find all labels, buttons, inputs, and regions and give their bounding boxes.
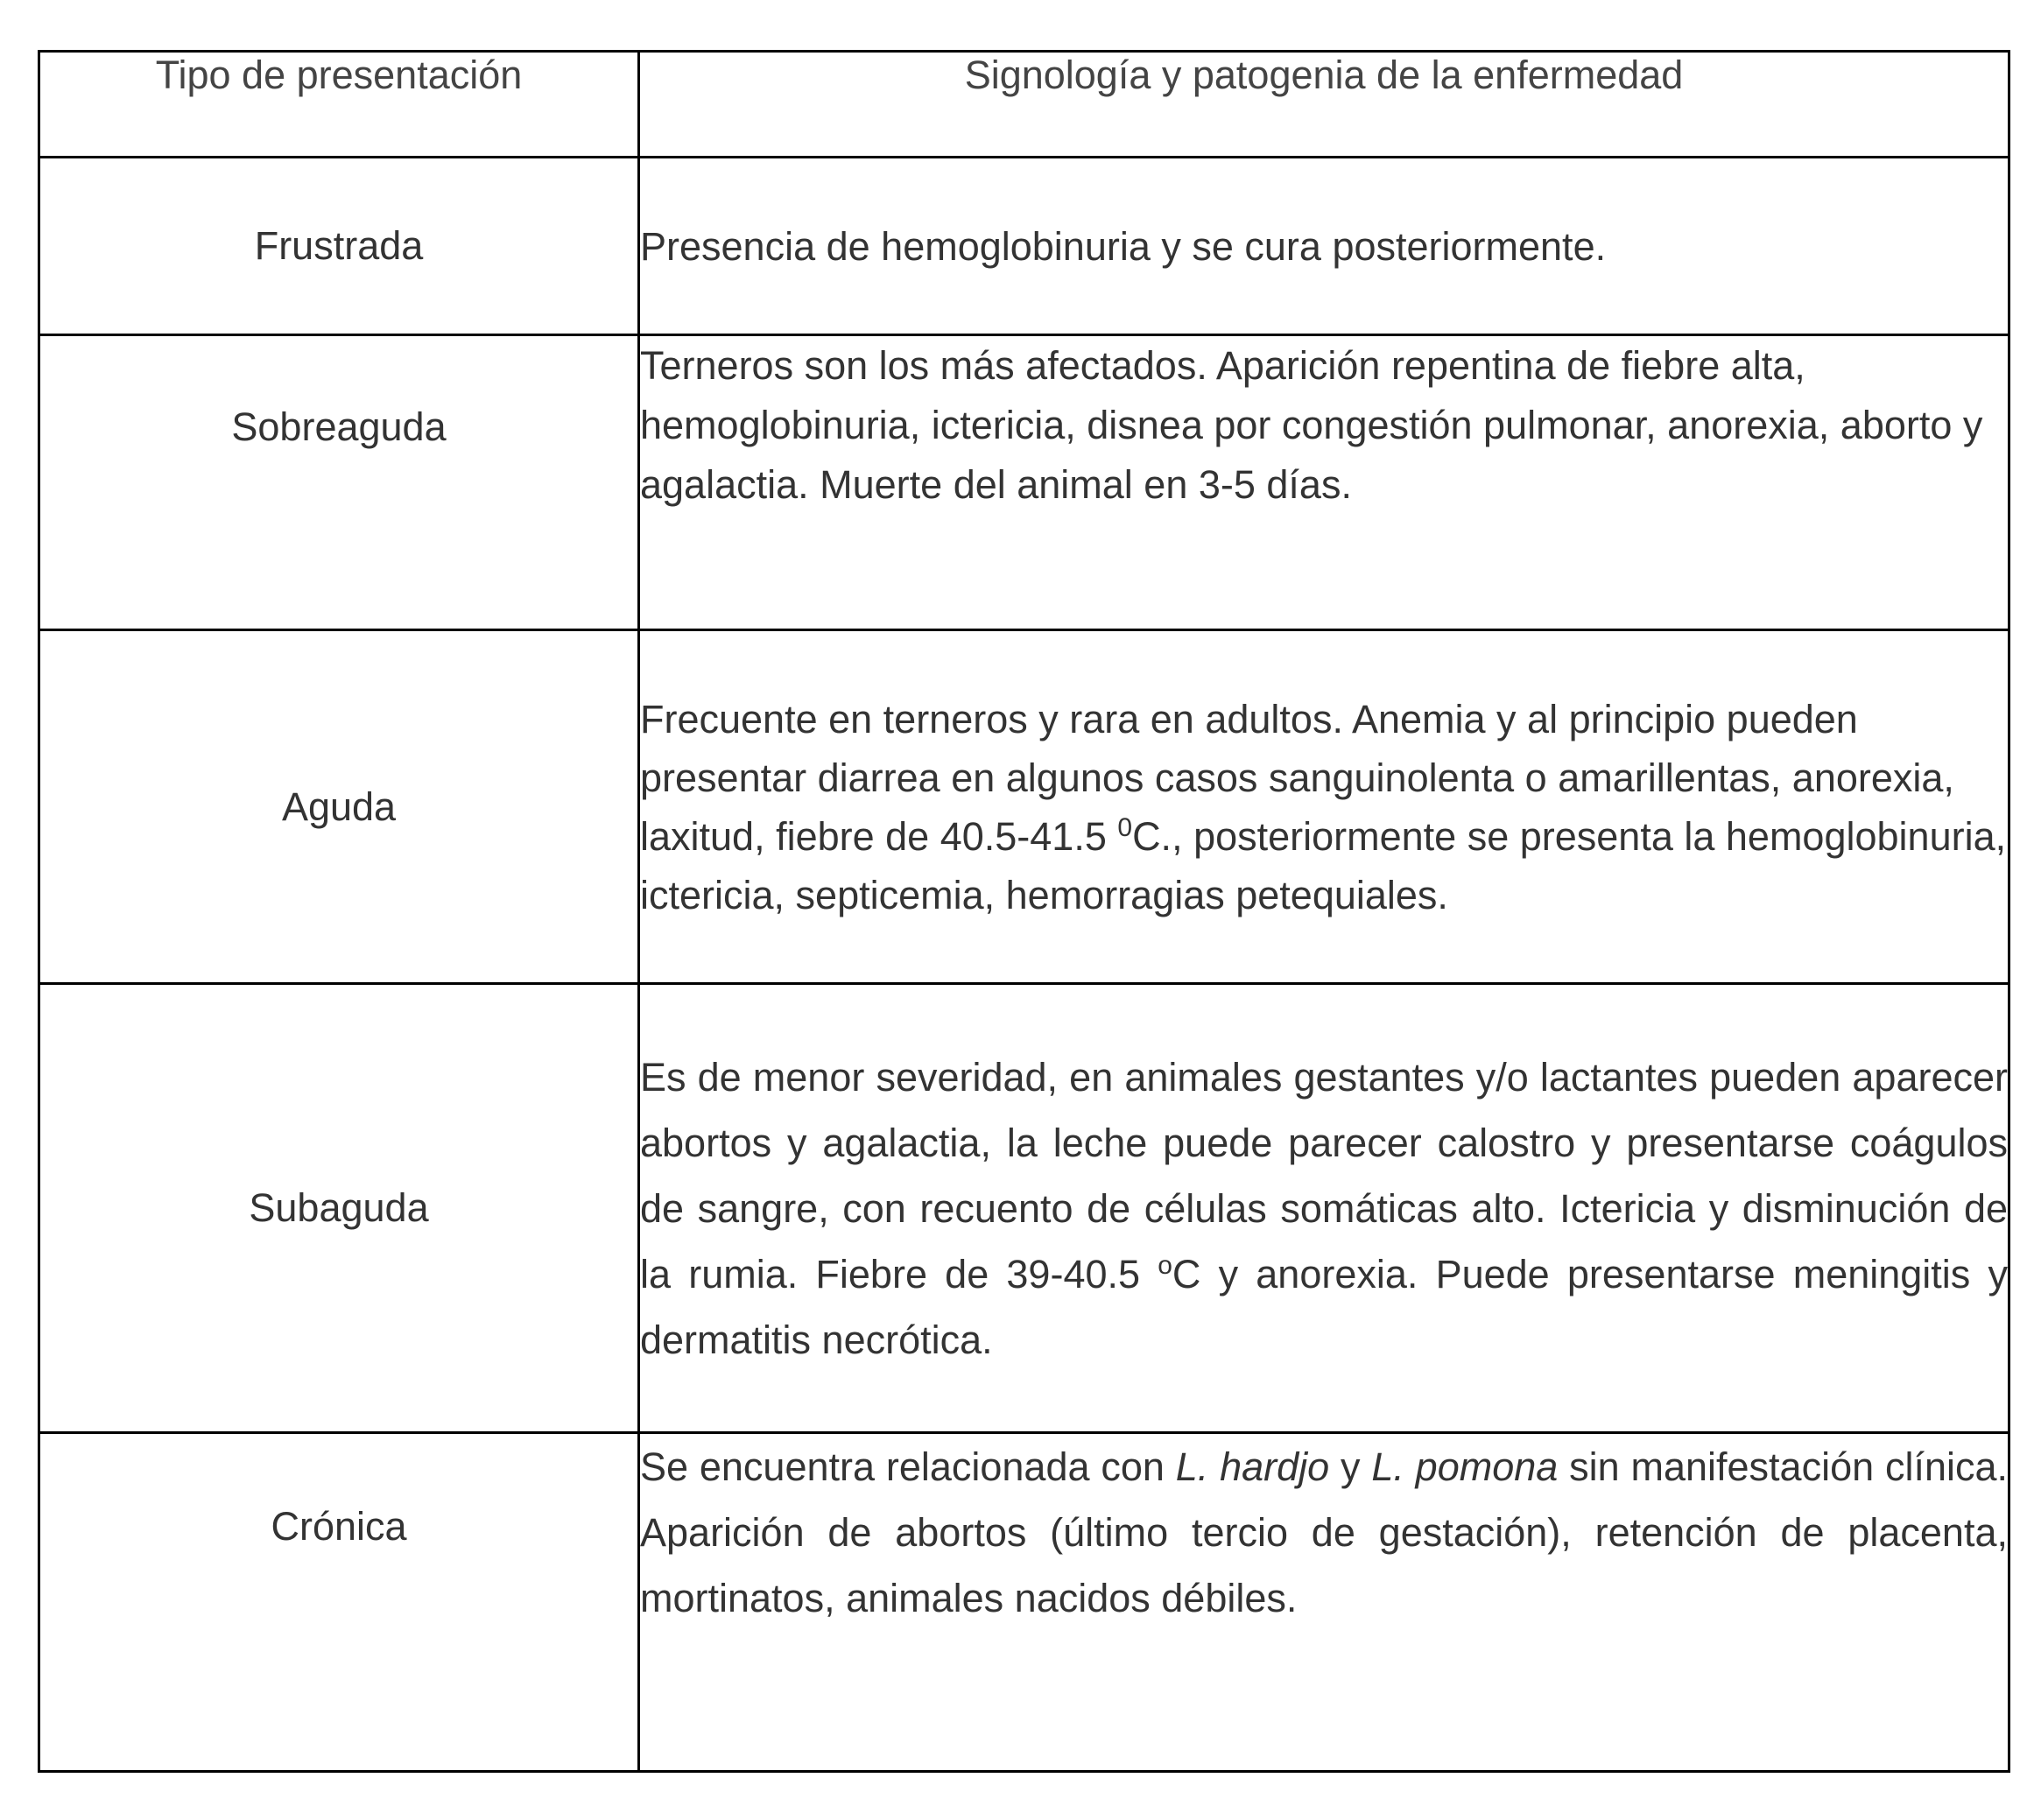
degree-superscript: 0 xyxy=(1117,812,1133,842)
row-desc-frustrada: Presencia de hemoglobinuria y se cura posteriormente. xyxy=(639,158,2009,335)
species-pomona: L. pomona xyxy=(1371,1444,1559,1489)
row-desc-aguda xyxy=(639,630,2009,984)
header-tipo: Tipo de presentación xyxy=(39,52,639,158)
table-row xyxy=(39,984,2009,1433)
desc-aguda-text-2: C., posteriormente se presenta la hemoglobinuria, ictericia, septicemia, hemorragias petequiales. xyxy=(640,813,2007,917)
row-tipo-frustrada: Frustrada xyxy=(39,158,639,335)
table-row xyxy=(39,158,2009,335)
row-desc-subaguda xyxy=(639,984,2009,1433)
table-row xyxy=(39,630,2009,984)
table-header-row xyxy=(39,52,2009,158)
row-tipo-sobreaguda: Sobreaguda xyxy=(231,404,447,449)
row-desc-sobreaguda: Terneros son los más afectados. Aparición repentina de fiebre alta, hemoglobinuria, ictericia, disnea por congestión pulmonar, anorexia, aborto y agalactia. Muerte del animal en 3-5 días. xyxy=(639,335,2009,630)
desc-subaguda-text-1: Es de menor severidad, en animales gestantes y/o lactantes pueden aparecer abortos y agalactia, la leche puede parecer calostro y presentarse coágulos de sangre, con recuento de células somáticas alto. Ictericia y disminución de la rumia. Fiebre de 39-40.5 xyxy=(640,1054,2008,1296)
row-tipo-cronica-cell xyxy=(39,1433,639,1772)
row-tipo-aguda: Aguda xyxy=(39,630,639,984)
desc-cronica-text-1: Se encuentra relacionada con xyxy=(640,1444,1176,1489)
desc-subaguda-text-2: C y anorexia. Puede presentarse meningitis y dermatitis necrótica. xyxy=(640,1251,2008,1362)
species-hardjo: L. hardjo xyxy=(1175,1444,1330,1489)
desc-cronica-text-3: sin manifestación clínica. Aparición de abortos (último tercio de gestación), retención de placenta, mortinatos, animales nacidos débiles. xyxy=(640,1444,2009,1620)
desc-cronica-text-2: y xyxy=(1329,1444,1372,1489)
table-row xyxy=(39,1433,2009,1772)
desc-aguda-text-1: Frecuente en terneros y rara en adultos. Anemia y al principio pueden presentar diarrea en algunos casos sanguinolenta o amarillentas, anorexia, laxitud, fiebre de 40.5-41.5 xyxy=(640,696,1954,859)
row-tipo-sobreaguda-cell xyxy=(39,335,639,630)
row-desc-cronica xyxy=(639,1433,2009,1772)
row-tipo-cronica: Crónica xyxy=(271,1504,407,1549)
table-row xyxy=(39,335,2009,630)
header-signologia: Signología y patogenia de la enfermedad xyxy=(639,52,2009,158)
row-tipo-subaguda: Subaguda xyxy=(39,984,639,1433)
degree-superscript: o xyxy=(1158,1250,1172,1280)
presentation-table xyxy=(38,50,2010,1773)
